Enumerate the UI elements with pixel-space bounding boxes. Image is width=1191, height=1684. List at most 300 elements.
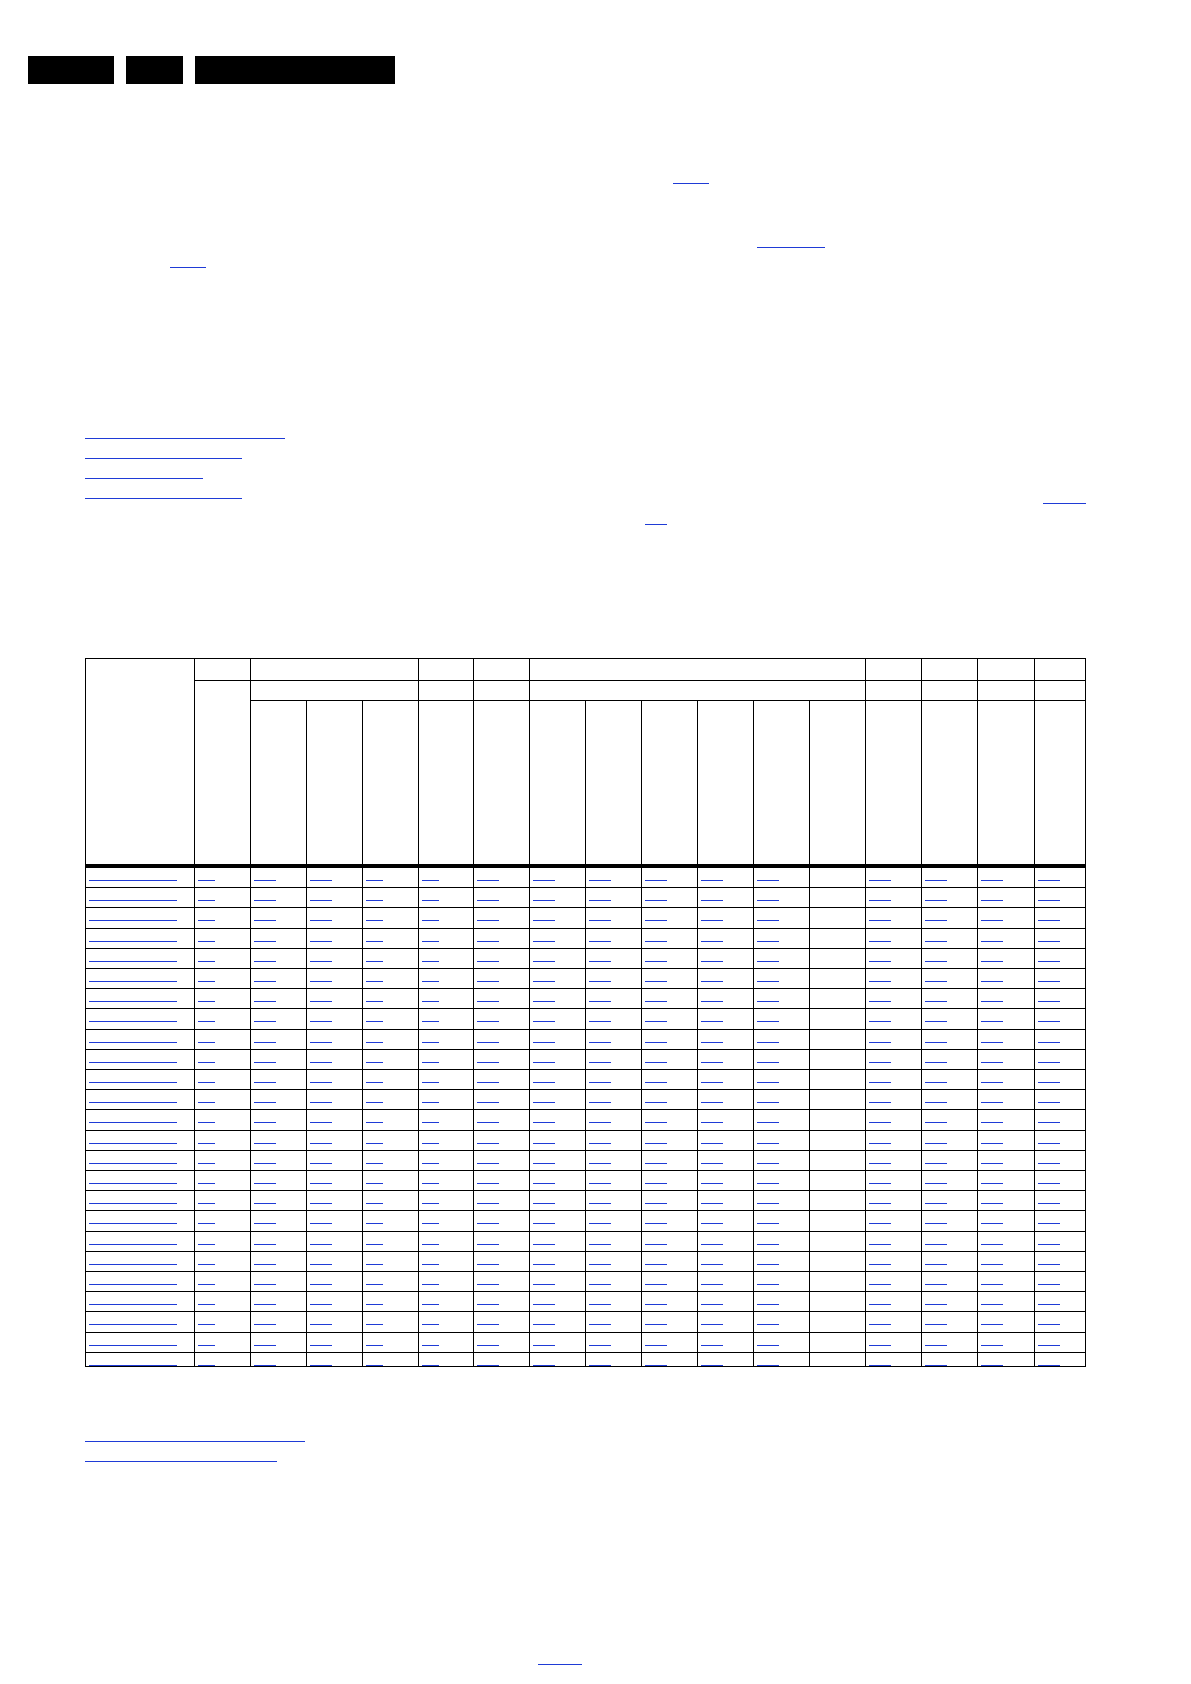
cell-link[interactable]: [1038, 1304, 1060, 1305]
cell-link[interactable]: [757, 1203, 779, 1204]
cell-link[interactable]: [869, 1223, 891, 1224]
cell-link[interactable]: [757, 1244, 779, 1245]
cell-link[interactable]: [477, 981, 499, 982]
cell-link[interactable]: [645, 1203, 667, 1204]
cell-link[interactable]: [925, 1062, 947, 1063]
cell-link[interactable]: [1038, 941, 1060, 942]
row-label-link[interactable]: [89, 941, 177, 942]
cell-link[interactable]: [645, 1001, 667, 1002]
cell-link[interactable]: [701, 1062, 723, 1063]
cell-link[interactable]: [1038, 1223, 1060, 1224]
cell-link[interactable]: [533, 1244, 555, 1245]
cell-link[interactable]: [589, 1021, 611, 1022]
cell-link[interactable]: [422, 1183, 439, 1184]
cell-link[interactable]: [925, 1264, 947, 1265]
cell-link[interactable]: [701, 1001, 723, 1002]
cell-link[interactable]: [925, 1244, 947, 1245]
cell-link[interactable]: [310, 1021, 332, 1022]
cell-link[interactable]: [198, 880, 215, 881]
cell-link[interactable]: [310, 961, 332, 962]
cell-link[interactable]: [981, 1304, 1003, 1305]
cell-link[interactable]: [366, 981, 383, 982]
cell-link[interactable]: [366, 1244, 383, 1245]
cell-link[interactable]: [366, 1021, 383, 1022]
row-label-link[interactable]: [89, 1082, 177, 1083]
cell-link[interactable]: [198, 1223, 215, 1224]
cell-link[interactable]: [310, 1062, 332, 1063]
paragraph-link-4[interactable]: [1043, 503, 1086, 504]
cell-link[interactable]: [757, 1365, 779, 1366]
row-label-link[interactable]: [89, 1143, 177, 1144]
cell-link[interactable]: [366, 1102, 383, 1103]
cell-link[interactable]: [645, 1122, 667, 1123]
cell-link[interactable]: [981, 1244, 1003, 1245]
cell-link[interactable]: [1038, 1021, 1060, 1022]
row-label-link[interactable]: [89, 1345, 177, 1346]
cell-link[interactable]: [198, 1203, 215, 1204]
cell-link[interactable]: [310, 941, 332, 942]
cell-link[interactable]: [981, 1264, 1003, 1265]
cell-link[interactable]: [869, 1264, 891, 1265]
cell-link[interactable]: [254, 1001, 276, 1002]
cell-link[interactable]: [366, 1324, 383, 1325]
cell-link[interactable]: [310, 880, 332, 881]
cell-link[interactable]: [589, 1284, 611, 1285]
cell-link[interactable]: [477, 1001, 499, 1002]
cell-link[interactable]: [422, 1223, 439, 1224]
cell-link[interactable]: [477, 1264, 499, 1265]
cell-link[interactable]: [533, 1042, 555, 1043]
cell-link[interactable]: [422, 880, 439, 881]
cell-link[interactable]: [254, 1062, 276, 1063]
cell-link[interactable]: [869, 941, 891, 942]
cell-link[interactable]: [366, 1203, 383, 1204]
cell-link[interactable]: [981, 1284, 1003, 1285]
cell-link[interactable]: [701, 1021, 723, 1022]
cell-link[interactable]: [869, 1102, 891, 1103]
cell-link[interactable]: [198, 920, 215, 921]
row-label-link[interactable]: [89, 1062, 177, 1063]
cell-link[interactable]: [422, 961, 439, 962]
cell-link[interactable]: [422, 900, 439, 901]
cell-link[interactable]: [757, 961, 779, 962]
cell-link[interactable]: [366, 1264, 383, 1265]
cell-link[interactable]: [422, 1264, 439, 1265]
row-label-link[interactable]: [89, 900, 177, 901]
cell-link[interactable]: [254, 920, 276, 921]
cell-link[interactable]: [869, 1122, 891, 1123]
cell-link[interactable]: [589, 1324, 611, 1325]
cell-link[interactable]: [981, 1143, 1003, 1144]
cell-link[interactable]: [869, 920, 891, 921]
cell-link[interactable]: [925, 1304, 947, 1305]
cell-link[interactable]: [925, 1042, 947, 1043]
cell-link[interactable]: [925, 961, 947, 962]
cell-link[interactable]: [589, 880, 611, 881]
cell-link[interactable]: [254, 1304, 276, 1305]
cell-link[interactable]: [589, 981, 611, 982]
cell-link[interactable]: [645, 880, 667, 881]
cell-link[interactable]: [198, 1102, 215, 1103]
cell-link[interactable]: [198, 981, 215, 982]
cell-link[interactable]: [254, 941, 276, 942]
cell-link[interactable]: [1038, 1163, 1060, 1164]
cell-link[interactable]: [198, 1163, 215, 1164]
cell-link[interactable]: [254, 880, 276, 881]
cell-link[interactable]: [366, 1183, 383, 1184]
cell-link[interactable]: [198, 1001, 215, 1002]
cell-link[interactable]: [645, 920, 667, 921]
cell-link[interactable]: [869, 1203, 891, 1204]
cell-link[interactable]: [981, 1223, 1003, 1224]
cell-link[interactable]: [645, 1082, 667, 1083]
cell-link[interactable]: [981, 941, 1003, 942]
cell-link[interactable]: [254, 1122, 276, 1123]
cell-link[interactable]: [925, 1183, 947, 1184]
cell-link[interactable]: [589, 1264, 611, 1265]
cell-link[interactable]: [925, 1365, 947, 1366]
cell-link[interactable]: [254, 981, 276, 982]
cell-link[interactable]: [366, 1163, 383, 1164]
cell-link[interactable]: [422, 1365, 439, 1366]
cell-link[interactable]: [254, 1284, 276, 1285]
cell-link[interactable]: [645, 981, 667, 982]
cell-link[interactable]: [1038, 1001, 1060, 1002]
cell-link[interactable]: [701, 1284, 723, 1285]
cell-link[interactable]: [757, 1042, 779, 1043]
cell-link[interactable]: [869, 1365, 891, 1366]
cell-link[interactable]: [925, 900, 947, 901]
cell-link[interactable]: [310, 900, 332, 901]
cell-link[interactable]: [701, 1365, 723, 1366]
cell-link[interactable]: [981, 1183, 1003, 1184]
cell-link[interactable]: [477, 1183, 499, 1184]
cell-link[interactable]: [589, 1183, 611, 1184]
row-label-link[interactable]: [89, 1163, 177, 1164]
cell-link[interactable]: [366, 1042, 383, 1043]
cell-link[interactable]: [869, 1001, 891, 1002]
cell-link[interactable]: [869, 1163, 891, 1164]
cell-link[interactable]: [366, 1143, 383, 1144]
cell-link[interactable]: [198, 1062, 215, 1063]
cell-link[interactable]: [757, 1001, 779, 1002]
cell-link[interactable]: [533, 1001, 555, 1002]
cell-link[interactable]: [422, 1244, 439, 1245]
cell-link[interactable]: [254, 1223, 276, 1224]
cell-link[interactable]: [366, 1345, 383, 1346]
cell-link[interactable]: [869, 1062, 891, 1063]
cell-link[interactable]: [477, 1203, 499, 1204]
cell-link[interactable]: [254, 1203, 276, 1204]
cell-link[interactable]: [477, 1223, 499, 1224]
cell-link[interactable]: [589, 1244, 611, 1245]
row-label-link[interactable]: [89, 981, 177, 982]
cell-link[interactable]: [366, 1062, 383, 1063]
cell-link[interactable]: [925, 1223, 947, 1224]
cell-link[interactable]: [981, 1062, 1003, 1063]
cell-link[interactable]: [981, 1345, 1003, 1346]
cell-link[interactable]: [477, 1304, 499, 1305]
cell-link[interactable]: [477, 900, 499, 901]
cell-link[interactable]: [589, 1365, 611, 1366]
cell-link[interactable]: [310, 1304, 332, 1305]
cell-link[interactable]: [981, 880, 1003, 881]
cell-link[interactable]: [477, 1021, 499, 1022]
cell-link[interactable]: [757, 941, 779, 942]
cell-link[interactable]: [645, 1042, 667, 1043]
cell-link[interactable]: [645, 1304, 667, 1305]
cell-link[interactable]: [422, 1082, 439, 1083]
cell-link[interactable]: [198, 941, 215, 942]
cell-link[interactable]: [310, 1001, 332, 1002]
cell-link[interactable]: [310, 1324, 332, 1325]
cell-link[interactable]: [254, 1082, 276, 1083]
cell-link[interactable]: [198, 1365, 215, 1366]
cell-link[interactable]: [701, 1082, 723, 1083]
cell-link[interactable]: [589, 1122, 611, 1123]
footer-page-link[interactable]: [538, 1664, 582, 1665]
cell-link[interactable]: [981, 1001, 1003, 1002]
cell-link[interactable]: [310, 1264, 332, 1265]
row-label-link[interactable]: [89, 1244, 177, 1245]
cell-link[interactable]: [701, 1143, 723, 1144]
cell-link[interactable]: [869, 981, 891, 982]
cell-link[interactable]: [198, 1082, 215, 1083]
cell-link[interactable]: [645, 1365, 667, 1366]
cell-link[interactable]: [422, 1102, 439, 1103]
cell-link[interactable]: [254, 1264, 276, 1265]
row-label-link[interactable]: [89, 1223, 177, 1224]
cell-link[interactable]: [533, 1143, 555, 1144]
cell-link[interactable]: [757, 1102, 779, 1103]
cell-link[interactable]: [757, 900, 779, 901]
cell-link[interactable]: [645, 1062, 667, 1063]
cell-link[interactable]: [477, 941, 499, 942]
cell-link[interactable]: [477, 1082, 499, 1083]
cell-link[interactable]: [254, 1324, 276, 1325]
cell-link[interactable]: [1038, 981, 1060, 982]
cell-link[interactable]: [869, 1284, 891, 1285]
cell-link[interactable]: [477, 1244, 499, 1245]
cell-link[interactable]: [254, 900, 276, 901]
cell-link[interactable]: [254, 1021, 276, 1022]
cell-link[interactable]: [645, 1021, 667, 1022]
cell-link[interactable]: [366, 920, 383, 921]
cell-link[interactable]: [310, 1203, 332, 1204]
cell-link[interactable]: [533, 880, 555, 881]
cell-link[interactable]: [422, 1143, 439, 1144]
cell-link[interactable]: [589, 1042, 611, 1043]
cell-link[interactable]: [477, 1042, 499, 1043]
cell-link[interactable]: [533, 1082, 555, 1083]
cell-link[interactable]: [254, 1345, 276, 1346]
cell-link[interactable]: [589, 900, 611, 901]
cell-link[interactable]: [533, 1203, 555, 1204]
cell-link[interactable]: [422, 1021, 439, 1022]
cell-link[interactable]: [981, 1102, 1003, 1103]
cell-link[interactable]: [254, 1244, 276, 1245]
cell-link[interactable]: [254, 1365, 276, 1366]
cell-link[interactable]: [701, 1163, 723, 1164]
cell-link[interactable]: [589, 1223, 611, 1224]
cell-link[interactable]: [1038, 961, 1060, 962]
cell-link[interactable]: [869, 961, 891, 962]
cell-link[interactable]: [533, 1021, 555, 1022]
cell-link[interactable]: [310, 1042, 332, 1043]
cell-link[interactable]: [310, 1284, 332, 1285]
cell-link[interactable]: [701, 1102, 723, 1103]
cell-link[interactable]: [366, 1223, 383, 1224]
cell-link[interactable]: [422, 920, 439, 921]
cell-link[interactable]: [1038, 1042, 1060, 1043]
cell-link[interactable]: [366, 1001, 383, 1002]
cell-link[interactable]: [533, 1284, 555, 1285]
note-link-1[interactable]: [85, 1441, 305, 1442]
cell-link[interactable]: [533, 1122, 555, 1123]
cell-link[interactable]: [533, 1365, 555, 1366]
list-link-4[interactable]: [85, 498, 242, 499]
cell-link[interactable]: [310, 1122, 332, 1123]
cell-link[interactable]: [589, 1082, 611, 1083]
cell-link[interactable]: [701, 1264, 723, 1265]
row-label-link[interactable]: [89, 1203, 177, 1204]
paragraph-link-3[interactable]: [170, 267, 206, 268]
cell-link[interactable]: [366, 900, 383, 901]
cell-link[interactable]: [366, 1082, 383, 1083]
cell-link[interactable]: [310, 1082, 332, 1083]
cell-link[interactable]: [645, 1284, 667, 1285]
cell-link[interactable]: [477, 1062, 499, 1063]
cell-link[interactable]: [981, 1021, 1003, 1022]
row-label-link[interactable]: [89, 1264, 177, 1265]
cell-link[interactable]: [198, 1143, 215, 1144]
cell-link[interactable]: [422, 981, 439, 982]
row-label-link[interactable]: [89, 1001, 177, 1002]
cell-link[interactable]: [254, 1102, 276, 1103]
cell-link[interactable]: [422, 1203, 439, 1204]
cell-link[interactable]: [1038, 1183, 1060, 1184]
cell-link[interactable]: [422, 1163, 439, 1164]
cell-link[interactable]: [757, 1223, 779, 1224]
cell-link[interactable]: [477, 1163, 499, 1164]
cell-link[interactable]: [422, 1001, 439, 1002]
cell-link[interactable]: [645, 1264, 667, 1265]
cell-link[interactable]: [533, 1183, 555, 1184]
cell-link[interactable]: [869, 1183, 891, 1184]
cell-link[interactable]: [757, 1163, 779, 1164]
cell-link[interactable]: [310, 1244, 332, 1245]
list-link-3[interactable]: [85, 478, 203, 479]
row-label-link[interactable]: [89, 961, 177, 962]
cell-link[interactable]: [757, 1284, 779, 1285]
cell-link[interactable]: [1038, 880, 1060, 881]
cell-link[interactable]: [533, 941, 555, 942]
cell-link[interactable]: [589, 1304, 611, 1305]
cell-link[interactable]: [981, 1163, 1003, 1164]
cell-link[interactable]: [757, 1183, 779, 1184]
cell-link[interactable]: [925, 1284, 947, 1285]
cell-link[interactable]: [1038, 900, 1060, 901]
cell-link[interactable]: [533, 1102, 555, 1103]
cell-link[interactable]: [589, 1143, 611, 1144]
row-label-link[interactable]: [89, 880, 177, 881]
cell-link[interactable]: [310, 920, 332, 921]
cell-link[interactable]: [254, 1042, 276, 1043]
cell-link[interactable]: [701, 1324, 723, 1325]
row-label-link[interactable]: [89, 1183, 177, 1184]
cell-link[interactable]: [925, 1143, 947, 1144]
row-label-link[interactable]: [89, 1324, 177, 1325]
paragraph-link-1[interactable]: [673, 183, 709, 184]
cell-link[interactable]: [589, 1001, 611, 1002]
cell-link[interactable]: [422, 1042, 439, 1043]
cell-link[interactable]: [981, 900, 1003, 901]
cell-link[interactable]: [477, 1143, 499, 1144]
cell-link[interactable]: [254, 1143, 276, 1144]
cell-link[interactable]: [869, 1082, 891, 1083]
cell-link[interactable]: [757, 1021, 779, 1022]
cell-link[interactable]: [310, 981, 332, 982]
cell-link[interactable]: [981, 1324, 1003, 1325]
cell-link[interactable]: [981, 1365, 1003, 1366]
cell-link[interactable]: [981, 1203, 1003, 1204]
cell-link[interactable]: [1038, 1284, 1060, 1285]
cell-link[interactable]: [1038, 1264, 1060, 1265]
cell-link[interactable]: [1038, 1324, 1060, 1325]
cell-link[interactable]: [701, 880, 723, 881]
cell-link[interactable]: [422, 1345, 439, 1346]
cell-link[interactable]: [757, 1062, 779, 1063]
cell-link[interactable]: [981, 1122, 1003, 1123]
cell-link[interactable]: [1038, 1203, 1060, 1204]
cell-link[interactable]: [589, 1163, 611, 1164]
cell-link[interactable]: [701, 981, 723, 982]
cell-link[interactable]: [310, 1223, 332, 1224]
cell-link[interactable]: [533, 1304, 555, 1305]
cell-link[interactable]: [645, 961, 667, 962]
cell-link[interactable]: [366, 1365, 383, 1366]
cell-link[interactable]: [1038, 1122, 1060, 1123]
cell-link[interactable]: [981, 1042, 1003, 1043]
cell-link[interactable]: [310, 1345, 332, 1346]
cell-link[interactable]: [422, 1304, 439, 1305]
cell-link[interactable]: [533, 1062, 555, 1063]
cell-link[interactable]: [533, 920, 555, 921]
cell-link[interactable]: [701, 961, 723, 962]
cell-link[interactable]: [310, 1163, 332, 1164]
cell-link[interactable]: [366, 941, 383, 942]
cell-link[interactable]: [254, 1163, 276, 1164]
cell-link[interactable]: [869, 1324, 891, 1325]
cell-link[interactable]: [198, 1244, 215, 1245]
cell-link[interactable]: [366, 1284, 383, 1285]
row-label-link[interactable]: [89, 920, 177, 921]
cell-link[interactable]: [1038, 1082, 1060, 1083]
cell-link[interactable]: [757, 880, 779, 881]
cell-link[interactable]: [869, 1021, 891, 1022]
cell-link[interactable]: [198, 1042, 215, 1043]
cell-link[interactable]: [1038, 920, 1060, 921]
cell-link[interactable]: [981, 961, 1003, 962]
cell-link[interactable]: [925, 1203, 947, 1204]
cell-link[interactable]: [198, 1183, 215, 1184]
cell-link[interactable]: [477, 1345, 499, 1346]
cell-link[interactable]: [198, 1345, 215, 1346]
row-label-link[interactable]: [89, 1365, 177, 1366]
cell-link[interactable]: [869, 880, 891, 881]
cell-link[interactable]: [869, 1042, 891, 1043]
cell-link[interactable]: [589, 920, 611, 921]
